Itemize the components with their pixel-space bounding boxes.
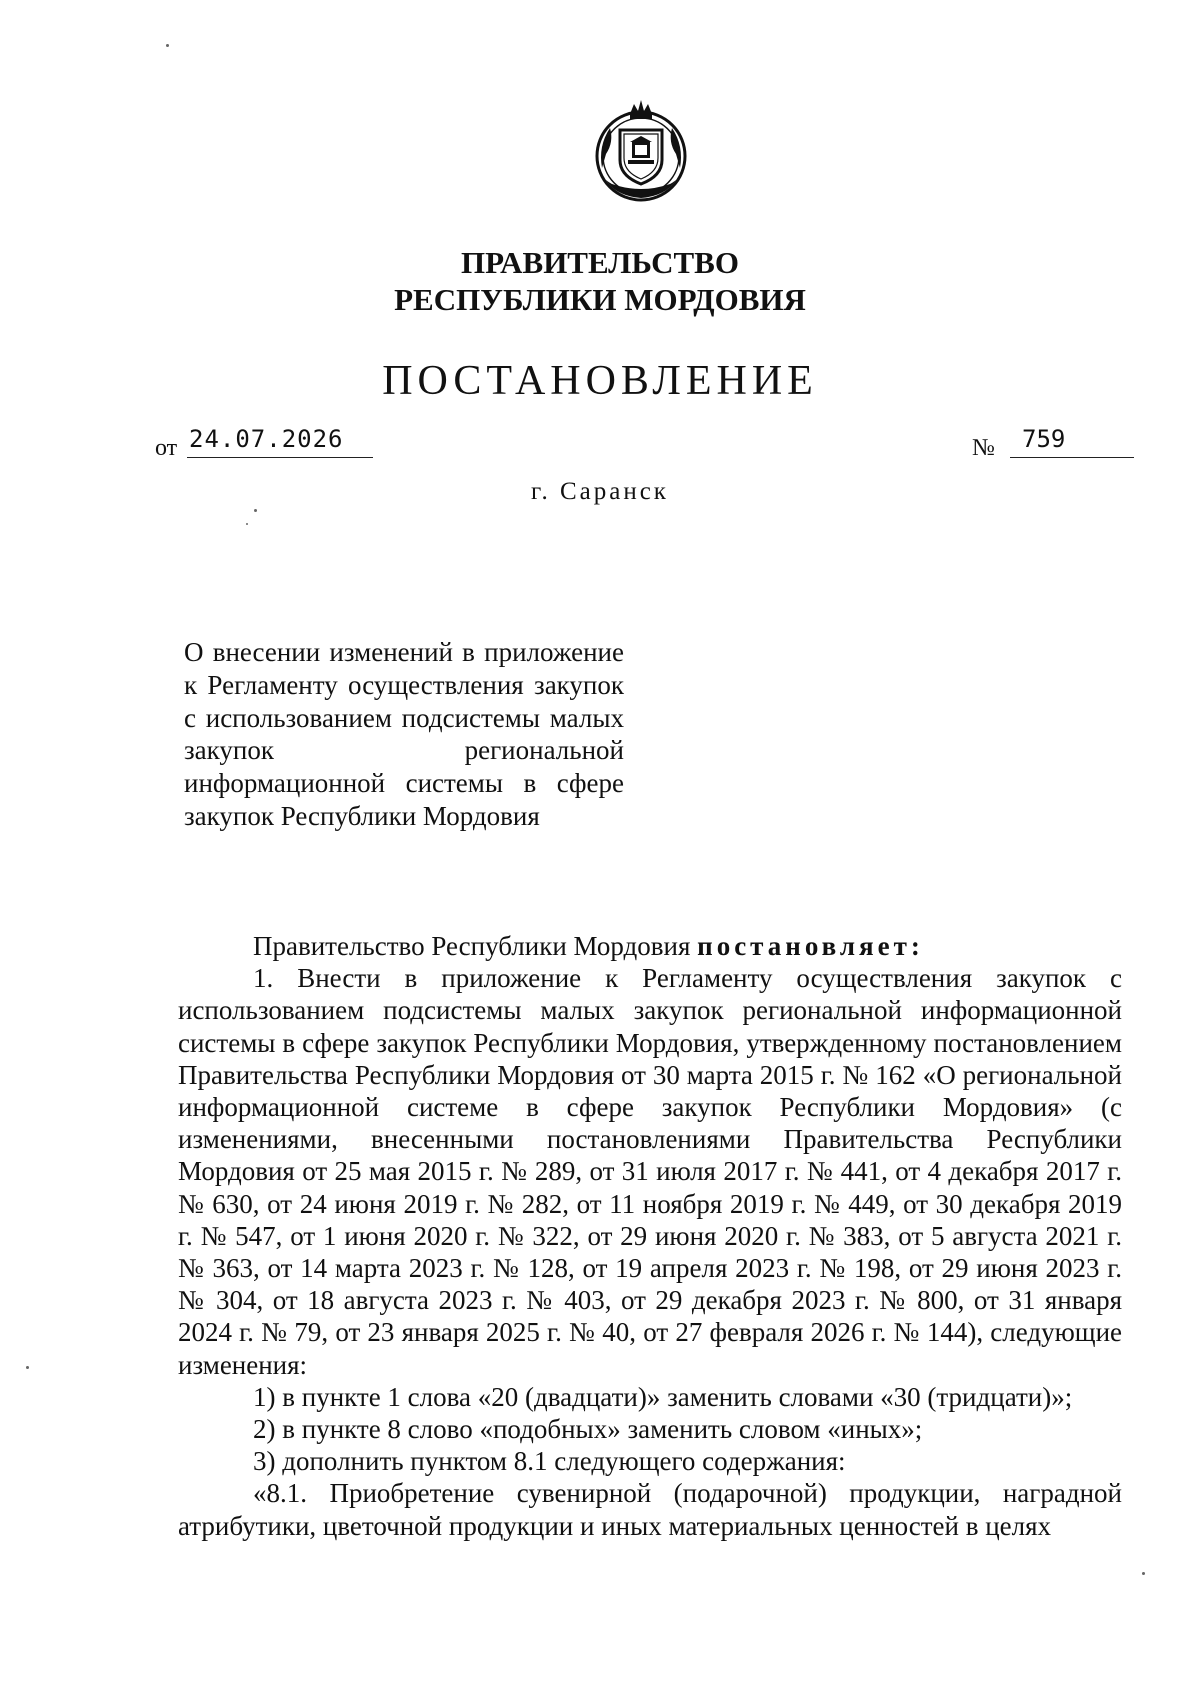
body-item-1: 1. Внести в приложение к Регламенту осуществления закупок с использованием подсистемы малых закупок региональной информационной системы в сфере закупок Республики Мордовия, утвержденному постановлением Правительства Республики Мордовия от 30 марта 2015 г. № 162 «О региональной информационной системе в сфере закупок Республики Мордовия» (с изменениями, внесенными постановлениями Правительства Республики Мордовия от 25 мая 2015 г. № 289, от 31 июля 2017 г. № 441, от 4 декабря 2017 г. № 630, от 24 июня 2019 г. № 282, от 11 ноября 2019 г. № 449, от 30 декабря 2019 г. № 547, от 1 июня 2020 г. № 322, от 29 июня 2020 г. № 383, от 5 августа 2021 г. № 363, от 14 марта 2023 г. № 128, от 19 апреля 2023 г. № 198, от 29 июня 2023 г. № 304, от 18 августа 2023 г. № 403, от 29 декабря 2023 г. № 800, от 31 января 2024 г. № 79, от 23 января 2025 г. № 40, от 27 февраля 2026 г. № 144), следующие изменения: (178, 963, 1122, 1380)
coat-of-arms-icon (586, 96, 696, 206)
document-body (178, 930, 1122, 1542)
body-subitem-2: 2) в пункте 8 слово «подобных» заменить словом «иных»; (253, 1414, 923, 1445)
document-type-title: ПОСТАНОВЛЕНИЕ (382, 358, 818, 404)
government-title-line2: РЕСПУБЛИКИ МОРДОВИЯ (394, 282, 806, 317)
number-underline (1010, 457, 1134, 458)
document-subject: О внесении изменений в приложение к Регламенту осуществления закупок с использованием подсистемы малых закупок региональной информационной системы в сфере закупок Республики Мордовия (184, 637, 624, 831)
scan-speck (246, 523, 248, 525)
number-prefix: № (972, 435, 995, 461)
body-subitem-3: 3) дополнить пунктом 8.1 следующего содержания: (253, 1446, 846, 1477)
body-subitem-3-text: «8.1. Приобретение сувенирной (подарочной) продукции, наградной атрибутики, цветочной продукции и иных материальных ценностей в целях (178, 1478, 1122, 1541)
government-title-line1: ПРАВИТЕЛЬСТВО (461, 245, 739, 280)
intro-text: Правительство Республики Мордовия (253, 931, 698, 961)
document-number: 759 (1022, 425, 1066, 453)
scan-speck (1142, 1572, 1145, 1575)
scan-speck (254, 509, 257, 512)
body-intro (178, 930, 1122, 962)
date-prefix: от (155, 435, 178, 461)
document-date: 24.07.2026 (189, 425, 344, 453)
scan-speck (166, 44, 169, 47)
date-underline (187, 457, 373, 458)
body-subitem-1: 1) в пункте 1 слова «20 (двадцати)» заменить словами «30 (тридцати)»; (253, 1381, 1073, 1412)
scan-speck (26, 1366, 29, 1369)
intro-emphasis: постановляет: (697, 931, 924, 961)
city-line: г. Саранск (531, 478, 669, 505)
